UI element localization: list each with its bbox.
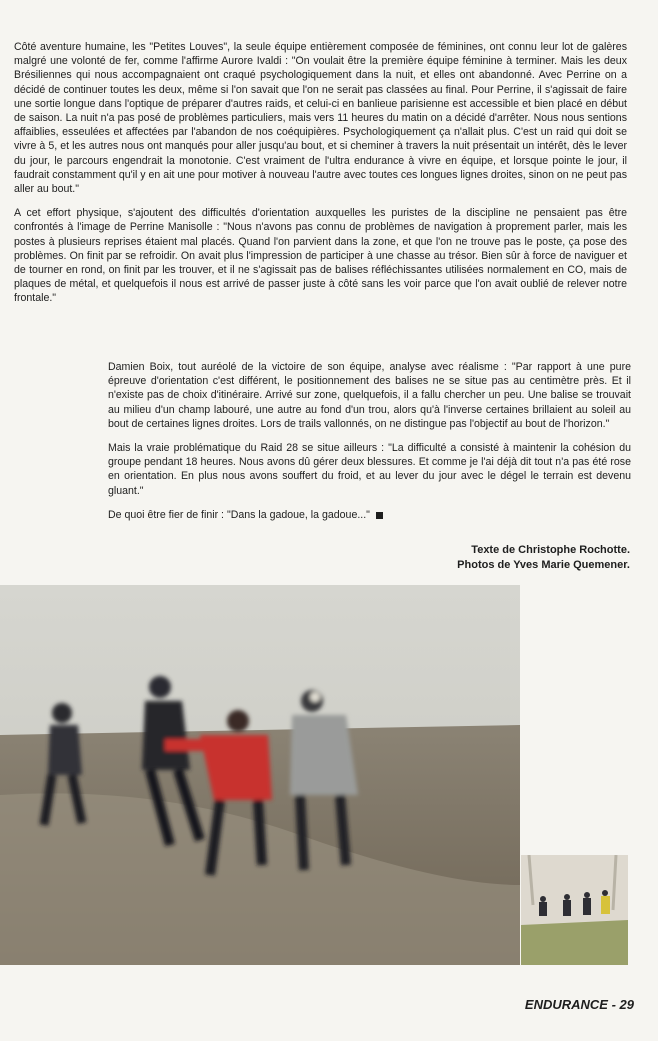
runners-photo-illustration	[0, 585, 520, 965]
main-photo-runners-in-fog	[0, 585, 520, 965]
inset-photo-group-walking	[521, 855, 628, 965]
text-credit: Texte de Christophe Rochotte.	[471, 544, 630, 556]
paragraph-5	[108, 508, 631, 522]
paragraph-3: Damien Boix, tout auréolé de la victoire de son équipe, analyse avec réalisme : "Par rapport à une pure épreuve d'orientation c'est différent, le positionnement des balises ne se situe pas au centimètre près. Et il n'existe pas de choix d'itinéraire. Arrivé sur zone, quelquefois, il a fallu chercher un peu. Une balise se trouvait au milieu d'un champ labouré, une autre au fond d'un trou, alors qu'à l'inverse certaines brillaient au soleil au bout de certaines lignes droites. Lors de trails vallonnés, on ne distingue pas l'objectif au bout de l'horizon."	[108, 361, 631, 430]
footer-separator: -	[607, 997, 620, 1012]
paragraph-1: Côté aventure humaine, les "Petites Louves", la seule équipe entièrement composée de féminines, ont connu leur lot de galères malgré une volonté de fer, comme l'affirme Aurore Ivaldi : "On voulait être la première équipe féminine à terminer. Mais les deux Brésiliennes qui nous accompagnaient ont craqué psychologiquement dans la nuit, et elles ont abandonné. Avec Perrine on a décidé de continuer toutes les deux, même si l'on savait que l'on ne serait pas classées au final. Pour Perrine, il s'agissait de faire une sortie longue dans l'optique de préparer d'autres raids, et celui-ci en banlieue parisienne est accessible et bien placé en début de saison. La nuit n'a pas posé de problèmes particuliers, mais vers 11 heures du matin on a décidé d'arrêter. Nous nous sentions affaiblies, esseulées et affectées par l'abandon de nos coéquipières. Psychologiquement ça n'allait plus. C'est un raid qui doit se vivre à 5, et les autres nous ont manqués pour aller jusqu'au bout, et si cheminer à travers la nuit présentait un intérêt, dès le lever du jour, le parcours engendrait la monotonie. C'est vraiment de l'ultra endurance à vivre en équipe, et lorsque pointe le jour, il faudrait constamment qu'il y en ait une pour motiver à nouveau l'autre avec toutes ces longues lignes droites, sinon on ne peut pas aller au bout."	[14, 41, 627, 196]
page-number: 29	[619, 997, 634, 1012]
indented-text-column	[108, 360, 631, 532]
end-of-article-square-icon	[376, 512, 383, 519]
paragraph-2: A cet effort physique, s'ajoutent des difficultés d'orientation auxquelles les puristes de la discipline ne pensaient pas être confrontés à l'image de Perrine Manisolle : "Nous n'avons pas connu de problèmes de navigation à proprement parler, mais les postes à plusieurs reprises étaient mal placés. Quand l'on parvient dans la zone, et que l'on ne trouve pas le poste, ça pose des problèmes. On finit par se refroidir. On avait plus l'impression de participer à une chasse au trésor. Bien sûr à force de naviguer et de tourner en rond, on finit par les trouver, et il ne s'agissait pas de balises réfléchissantes utilisées normalement en CO, mais de plaques de métal, et quelquefois il nous est arrivé de passer juste à côté sans les voir parce que l'on avait oublié de relever notre frontale."	[14, 207, 627, 305]
main-text-column	[14, 40, 627, 316]
inset-photo-illustration	[521, 855, 628, 965]
paragraph-4: Mais la vraie problématique du Raid 28 se situe ailleurs : "La difficulté a consisté à maintenir la cohésion du groupe pendant 18 heures. Nous avons dû gérer deux blessures. Et comme je l'ai déjà dit tout n'a pas été rose en orientation. En plus nous avons souffert du froid, et au lever du jour avec le dégel le terrain est devenu gluant."	[108, 442, 631, 497]
credits	[457, 543, 630, 573]
footer-section-name: ENDURANCE	[524, 997, 608, 1012]
page-footer	[525, 997, 634, 1012]
closing-quote: De quoi être fier de finir : "Dans la gadoue, la gadoue..."	[108, 508, 370, 521]
photo-credit: Photos de Yves Marie Quemener.	[457, 559, 630, 571]
